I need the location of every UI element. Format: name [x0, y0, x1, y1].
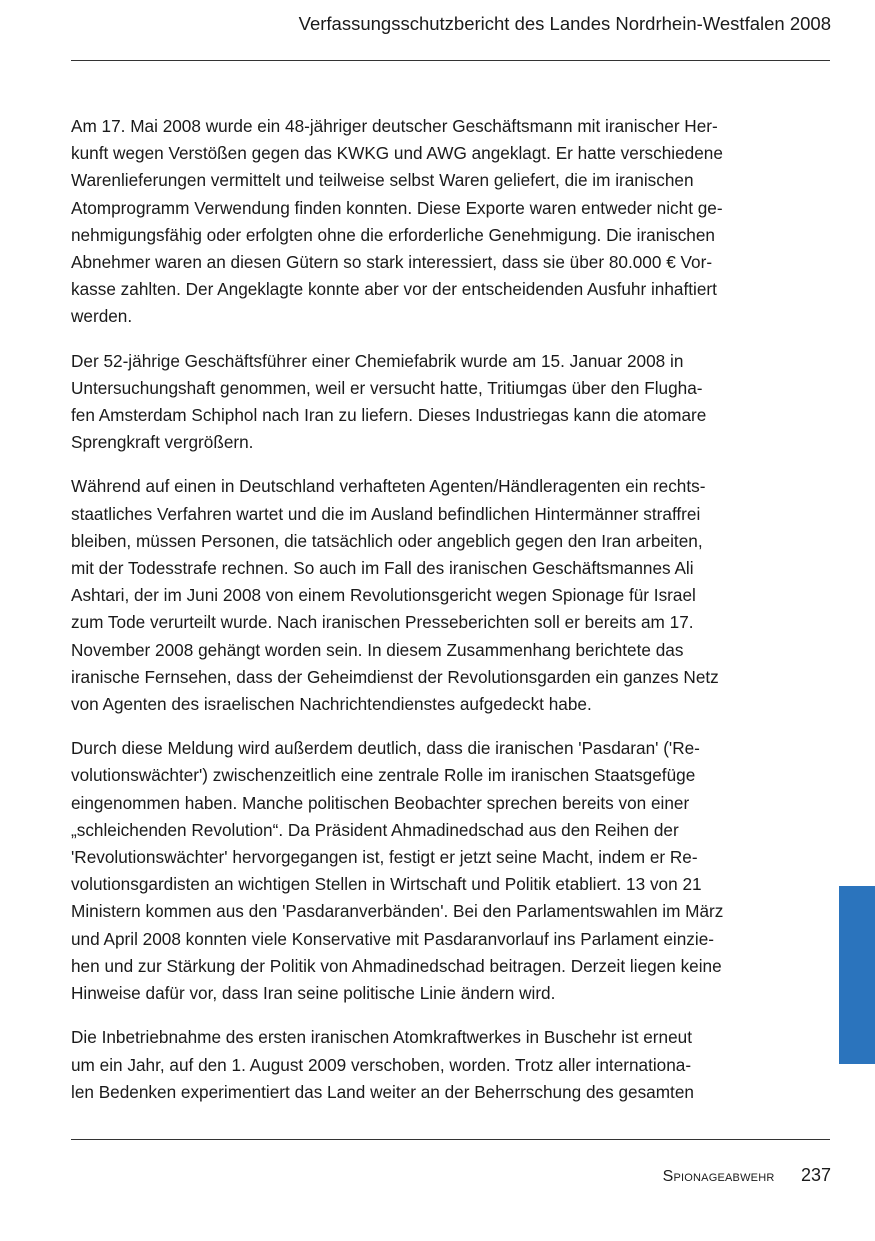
header-divider — [71, 60, 830, 61]
paragraph-1 — [71, 113, 791, 331]
text-line: Am 17. Mai 2008 wurde ein 48-jähriger deutscher Geschäftsmann mit iranischer Her- — [71, 116, 718, 136]
paragraph-2 — [71, 348, 791, 457]
text-line: Ministern kommen aus den 'Pasdaranverbänden'. Bei den Parlamentswahlen im März — [71, 901, 724, 922]
text-line: fen Amsterdam Schiphol nach Iran zu liefern. Dieses Industriegas kann die atomare — [71, 405, 707, 426]
text-line: volutionsgardisten an wichtigen Stellen in Wirtschaft und Politik etabliert. 13 von 21 — [71, 874, 702, 895]
text-line: Durch diese Meldung wird außerdem deutlich, dass die iranischen 'Pasdaran' ('Re- — [71, 738, 700, 759]
text-line: Hinweise dafür vor, dass Iran seine politische Linie ändern wird. — [71, 983, 556, 1004]
text-line: von Agenten des israelischen Nachrichtendienstes aufgedeckt habe. — [71, 694, 592, 715]
footer-section-name: Spionageabwehr — [662, 1168, 775, 1185]
body-text — [71, 113, 791, 1123]
text-line: werden. — [71, 306, 133, 327]
page-footer — [663, 1165, 831, 1186]
text-line: Atomprogramm Verwendung finden konnten. Diese Exporte waren entweder nicht ge- — [71, 197, 723, 218]
text-line: Warenlieferungen vermittelt und teilweise selbst Waren geliefert, die im iranischen — [71, 170, 694, 191]
text-line: Die Inbetriebnahme des ersten iranischen Atomkraftwerkes in Buschehr ist erneut — [71, 1027, 692, 1048]
text-line: staatliches Verfahren wartet und die im Ausland befindlichen Hintermänner straffrei — [71, 503, 701, 524]
text-line: zum Tode verurteilt wurde. Nach iranischen Presseberichten soll er bereits am 17. — [71, 612, 694, 633]
text-line: mit der Todesstrafe rechnen. So auch im Fall des iranischen Geschäftsmannes Ali — [71, 558, 694, 579]
text-line: eingenommen haben. Manche politischen Beobachter sprechen bereits von einer — [71, 792, 690, 813]
text-line: November 2008 gehängt worden sein. In diesem Zusammenhang berichtete das — [71, 639, 684, 660]
page-header-title: Verfassungsschutzbericht des Landes Nordrhein-Westfalen 2008 — [298, 13, 831, 34]
text-line: Während auf einen in Deutschland verhafteten Agenten/Händleragenten ein rechts- — [71, 476, 706, 497]
paragraph-5 — [71, 1024, 791, 1106]
text-line: 'Revolutionswächter' hervorgegangen ist, festigt er jetzt seine Macht, indem er Re- — [71, 847, 698, 868]
text-line: len Bedenken experimentiert das Land weiter an der Beherrschung des gesamten — [71, 1081, 694, 1102]
text-line: „schleichenden Revolution“. Da Präsident Ahmadinedschad aus den Reihen der — [71, 819, 679, 840]
text-line: Der 52-jährige Geschäftsführer einer Chemiefabrik wurde am 15. Januar 2008 in — [71, 350, 684, 371]
paragraph-4 — [71, 735, 791, 1007]
chapter-side-tab — [839, 886, 875, 1064]
text-line: um ein Jahr, auf den 1. August 2009 verschoben, worden. Trotz aller internationa- — [71, 1054, 692, 1075]
footer-divider — [71, 1139, 830, 1140]
text-line: Untersuchungshaft genommen, weil er versucht hatte, Tritiumgas über den Flugha- — [71, 377, 703, 398]
text-line: Abnehmer waren an diesen Gütern so stark interessiert, dass sie über 80.000 € Vor- — [71, 252, 713, 273]
text-line: nehmigungsfähig oder erfolgten ohne die erforderliche Genehmigung. Die iranischen — [71, 224, 715, 245]
text-line: Sprengkraft vergrößern. — [71, 432, 254, 453]
text-line: kunft wegen Verstößen gegen das KWKG und AWG angeklagt. Er hatte verschiedene — [71, 143, 723, 164]
paragraph-3 — [71, 473, 791, 718]
text-line: und April 2008 konnten viele Konservative mit Pasdaranvorlauf ins Parlament einzie- — [71, 928, 714, 949]
text-line: kasse zahlten. Der Angeklagte konnte aber vor der entscheidenden Ausfuhr inhaftiert — [71, 279, 717, 300]
text-line: bleiben, müssen Personen, die tatsächlich oder angeblich gegen den Iran arbeiten, — [71, 530, 703, 551]
text-line: volutionswächter') zwischenzeitlich eine zentrale Rolle im iranischen Staatsgefüge — [71, 765, 696, 786]
text-line: Ashtari, der im Juni 2008 von einem Revolutionsgericht wegen Spionage für Israel — [71, 585, 696, 606]
page-number: 237 — [800, 1165, 831, 1185]
text-line: hen und zur Stärkung der Politik von Ahmadinedschad beitragen. Derzeit liegen keine — [71, 955, 722, 976]
text-line: iranische Fernsehen, dass der Geheimdienst der Revolutionsgarden ein ganzes Netz — [71, 666, 719, 687]
